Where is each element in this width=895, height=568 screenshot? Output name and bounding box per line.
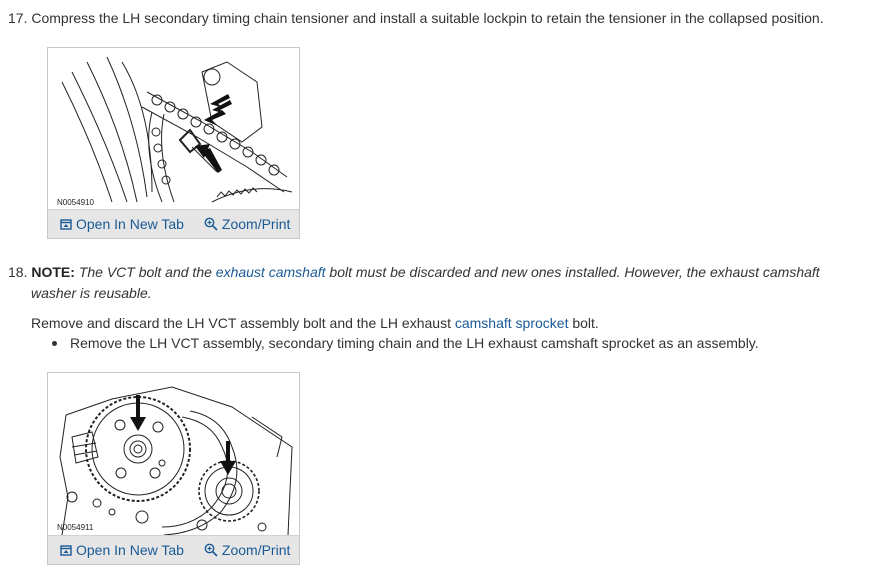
- tensioner-illustration: [52, 52, 296, 208]
- figure-id-label: N0054911: [57, 523, 94, 532]
- note-text-part1: The VCT bolt and the: [78, 264, 212, 280]
- vct-assembly-illustration: [52, 377, 296, 535]
- exhaust-camshaft-link[interactable]: exhaust camshaft: [215, 264, 326, 280]
- list-item: Remove the LH VCT assembly, secondary timing chain and the LH exhaust camshaft sprocket as an assembly.: [52, 334, 759, 352]
- open-in-new-tab-icon: [60, 218, 72, 230]
- figure-tensioner-lockpin: [47, 47, 300, 239]
- open-in-new-tab-button[interactable]: [60, 542, 184, 558]
- figure-toolbar: [48, 209, 299, 238]
- step-number: 18.: [8, 264, 28, 280]
- step-18-instruction: [31, 313, 895, 333]
- zoom-print-button[interactable]: [204, 216, 290, 232]
- zoom-magnifier-icon: [204, 543, 218, 557]
- figure-id-label: N0054910: [57, 198, 94, 207]
- zoom-print-button[interactable]: [204, 542, 290, 558]
- note-text-line2: washer is reusable.: [31, 285, 152, 301]
- remove-text-part2: bolt.: [572, 315, 599, 331]
- zoom-magnifier-icon: [204, 217, 218, 231]
- figure-toolbar: [48, 535, 299, 564]
- zoom-print-label: Zoom/Print: [221, 216, 291, 232]
- note-text-part2: bolt must be discarded and new ones installed. However, the exhaust camshaft: [329, 264, 820, 280]
- step-number: 17.: [8, 10, 28, 26]
- open-in-new-tab-label: Open In New Tab: [76, 542, 184, 558]
- step-17: [8, 8, 888, 28]
- open-in-new-tab-icon: [60, 544, 72, 556]
- figure-vct-assembly: [47, 372, 300, 565]
- open-in-new-tab-label: Open In New Tab: [76, 216, 184, 232]
- step-text: Compress the LH secondary timing chain tensioner and install a suitable lockpin to retain the tensioner in the collapsed position.: [31, 10, 824, 26]
- camshaft-sprocket-link[interactable]: camshaft sprocket: [454, 315, 569, 331]
- remove-text-part1: Remove and discard the LH VCT assembly bolt and the LH exhaust: [31, 315, 451, 331]
- zoom-print-label: Zoom/Print: [221, 542, 291, 558]
- sub-steps-list: [52, 334, 759, 352]
- step-18-note: [8, 262, 888, 282]
- open-in-new-tab-button[interactable]: [60, 216, 184, 232]
- note-label: NOTE:: [31, 264, 75, 280]
